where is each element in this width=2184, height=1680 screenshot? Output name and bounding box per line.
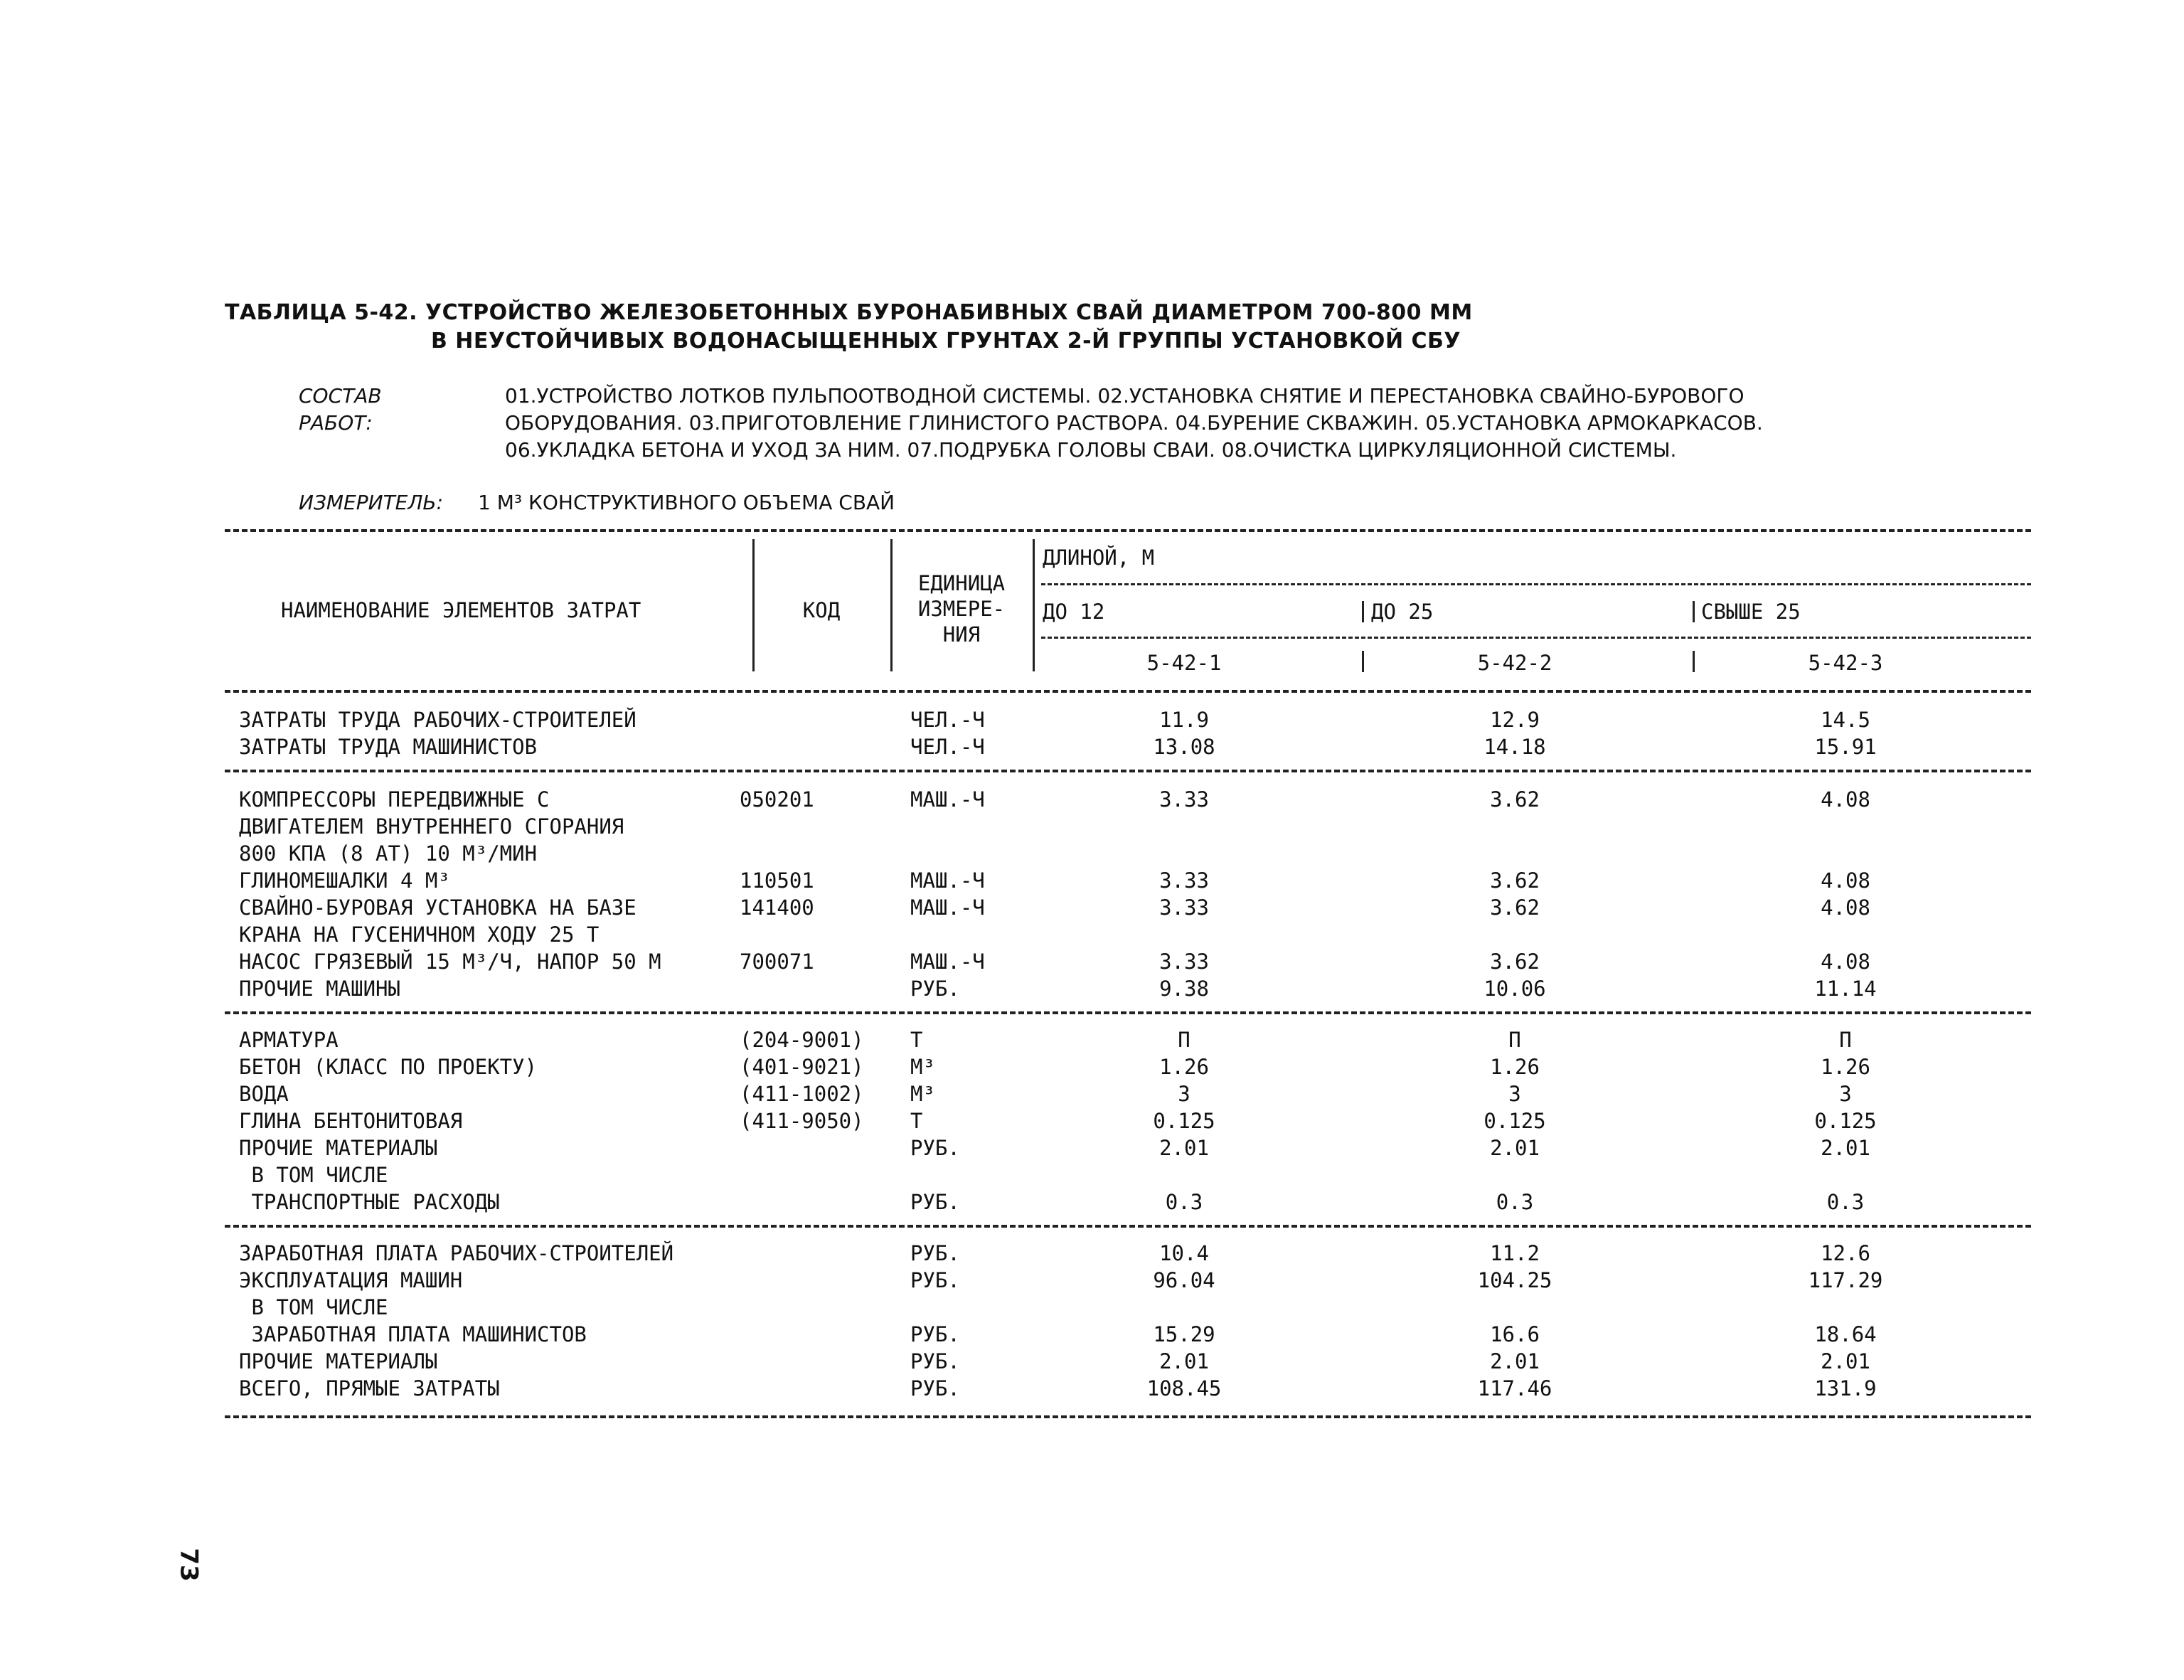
row-name: ЗАРАБОТНАЯ ПЛАТА МАШИНИСТОВ (239, 1322, 587, 1346)
column-divider-values (1033, 539, 1035, 671)
row-name: АРМАТУРА (239, 1028, 339, 1052)
row-value-3: 0.3 (1826, 1190, 1865, 1214)
row-name: НАСОС ГРЯЗЕВЫЙ 15 М³/Ч, НАПОР 50 М (239, 950, 661, 974)
row-value-1: 13.08 (1153, 735, 1215, 759)
row-value-3: 4.08 (1821, 895, 1870, 920)
row-unit: РУБ. (910, 1268, 960, 1292)
row-unit: МАШ.-Ч (910, 895, 985, 920)
row-value-3: 2.01 (1821, 1349, 1870, 1373)
row-name: БЕТОН (КЛАСС ПО ПРОЕКТУ) (239, 1055, 538, 1079)
row-name: В ТОМ ЧИСЛЕ (239, 1163, 388, 1187)
row-name: ГЛИНА БЕНТОНИТОВАЯ (239, 1109, 463, 1133)
row-unit: Т (910, 1028, 923, 1052)
row-name: ВОДА (239, 1082, 289, 1106)
row-value-1: 2.01 (1159, 1136, 1209, 1160)
table-row (0, 1375, 2184, 1402)
header-name: НАИМЕНОВАНИЕ ЭЛЕМЕНТОВ ЗАТРАТ (281, 598, 641, 622)
row-name: ПРОЧИЕ МАТЕРИАЛЫ (239, 1349, 438, 1373)
table-row (0, 1348, 2184, 1375)
row-value-2: 14.18 (1483, 735, 1546, 759)
header-group-1: ДО 12 (1043, 600, 1105, 624)
row-value-1: 3.33 (1159, 895, 1209, 920)
table-row (0, 1134, 2184, 1161)
row-value-1: 15.29 (1153, 1322, 1215, 1346)
row-name: СВАЙНО-БУРОВАЯ УСТАНОВКА НА БАЗЕ (239, 895, 636, 920)
row-code: (411-9050) (740, 1109, 864, 1133)
row-value-2: 3.62 (1490, 868, 1540, 893)
row-unit: РУБ. (910, 1322, 960, 1346)
row-value-3: 4.08 (1821, 787, 1870, 812)
row-value-2: 3.62 (1490, 895, 1540, 920)
header-group-2: ДО 25 (1371, 600, 1434, 624)
work-composition-line-2: ОБОРУДОВАНИЯ. 03.ПРИГОТОВЛЕНИЕ ГЛИНИСТОГО РАСТВОРА. 04.БУРЕНИЕ СКВАЖИН. 05.УСТАНОВКА АРМОКАРКАСОВ. (505, 411, 1763, 435)
row-value-1: 96.04 (1153, 1268, 1215, 1292)
table-row (0, 975, 2184, 1002)
table-row (0, 786, 2184, 813)
row-value-3: 15.91 (1814, 735, 1877, 759)
section-rule (225, 770, 2031, 772)
row-value-3: 3 (1839, 1082, 1852, 1106)
table-row (0, 1161, 2184, 1189)
table-row (0, 1240, 2184, 1267)
table-row (0, 921, 2184, 948)
row-value-1: 108.45 (1146, 1376, 1222, 1400)
table-row (0, 1294, 2184, 1321)
row-name: КРАНА НА ГУСЕНИЧНОМ ХОДУ 25 Т (239, 923, 600, 947)
table-row (0, 1080, 2184, 1107)
row-unit: МАШ.-Ч (910, 868, 985, 893)
row-value-1: 3.33 (1159, 950, 1209, 974)
header-code-2: 5-42-2 (1477, 651, 1552, 675)
row-name: В ТОМ ЧИСЛЕ (239, 1295, 388, 1319)
row-unit: М³ (910, 1055, 935, 1079)
row-name: ЗАТРАТЫ ТРУДА РАБОЧИХ-СТРОИТЕЛЕЙ (239, 708, 636, 732)
row-unit: РУБ. (910, 1241, 960, 1265)
header-code: КОД (802, 598, 841, 622)
column-divider-code (752, 539, 755, 671)
table-row (0, 948, 2184, 975)
row-value-2: 3 (1508, 1082, 1521, 1106)
row-name: ПРОЧИЕ МАШИНЫ (239, 977, 400, 1001)
header-code-1: 5-42-1 (1146, 651, 1222, 675)
row-value-1: 0.3 (1165, 1190, 1203, 1214)
row-code: 050201 (740, 787, 814, 812)
section-rule (225, 1225, 2031, 1228)
row-code: (411-1002) (740, 1082, 864, 1106)
row-value-3: 18.64 (1814, 1322, 1877, 1346)
work-composition-line-3: 06.УКЛАДКА БЕТОНА И УХОД ЗА НИМ. 07.ПОДРУБКА ГОЛОВЫ СВАИ. 08.ОЧИСТКА ЦИРКУЛЯЦИОННОЙ СИСТЕМЫ. (505, 438, 1677, 462)
row-value-2: 1.26 (1490, 1055, 1540, 1079)
row-value-2: 104.25 (1477, 1268, 1552, 1292)
row-value-2: 0.125 (1483, 1109, 1546, 1133)
row-value-1: 2.01 (1159, 1349, 1209, 1373)
measure-label: ИЗМЕРИТЕЛЬ: (299, 491, 444, 514)
row-unit: РУБ. (910, 1349, 960, 1373)
row-value-2: 3.62 (1490, 787, 1540, 812)
row-code: (401-9021) (740, 1055, 864, 1079)
row-value-2: 117.46 (1477, 1376, 1552, 1400)
row-value-2: 2.01 (1490, 1349, 1540, 1373)
column-divider-c2 (1362, 651, 1364, 672)
row-name: 800 КПА (8 АТ) 10 М³/МИН (239, 841, 538, 866)
row-value-1: 3.33 (1159, 868, 1209, 893)
table-row (0, 706, 2184, 733)
row-value-1: 3.33 (1159, 787, 1209, 812)
row-value-3: 2.01 (1821, 1136, 1870, 1160)
row-unit: РУБ. (910, 1136, 960, 1160)
table-row (0, 1053, 2184, 1080)
title-line-2: В НЕУСТОЙЧИВЫХ ВОДОНАСЫЩЕННЫХ ГРУНТАХ 2-Й ГРУППЫ УСТАНОВКОЙ СБУ (431, 329, 1461, 353)
page-number: 73 (174, 1548, 203, 1582)
row-value-3: 1.26 (1821, 1055, 1870, 1079)
work-composition-label: СОСТАВ РАБОТ: (299, 384, 382, 435)
row-value-3: П (1839, 1028, 1852, 1052)
row-unit: РУБ. (910, 1376, 960, 1400)
row-name: КОМПРЕССОРЫ ПЕРЕДВИЖНЫЕ С (239, 787, 550, 812)
header-group-3: СВЫШЕ 25 (1701, 600, 1801, 624)
column-divider-g3 (1693, 601, 1695, 622)
row-value-3: 4.08 (1821, 950, 1870, 974)
row-value-3: 12.6 (1821, 1241, 1870, 1265)
header-rule-1 (1041, 583, 2031, 585)
row-name: ЭКСПЛУАТАЦИЯ МАШИН (239, 1268, 463, 1292)
header-unit-3: НИЯ (942, 622, 981, 647)
row-value-2: 3.62 (1490, 950, 1540, 974)
table-row (0, 867, 2184, 894)
row-name: ДВИГАТЕЛЕМ ВНУТРЕННЕГО СГОРАНИЯ (239, 814, 624, 839)
row-value-3: 117.29 (1808, 1268, 1883, 1292)
table-top-rule (225, 529, 2031, 532)
table-row (0, 1189, 2184, 1216)
table-row (0, 1026, 2184, 1053)
row-code: 141400 (740, 895, 814, 920)
measure-value: 1 М³ КОНСТРУКТИВНОГО ОБЪЕМА СВАЙ (477, 491, 895, 514)
row-name: ГЛИНОМЕШАЛКИ 4 М³ (239, 868, 450, 893)
column-divider-g2 (1362, 601, 1364, 622)
row-value-1: 0.125 (1153, 1109, 1215, 1133)
table-row (0, 733, 2184, 760)
row-value-1: 3 (1178, 1082, 1190, 1106)
table-row (0, 813, 2184, 840)
column-divider-c3 (1693, 651, 1695, 672)
row-value-2: 12.9 (1490, 708, 1540, 732)
row-code: 110501 (740, 868, 814, 893)
header-length: ДЛИНОЙ, М (1043, 546, 1155, 570)
row-value-2: П (1508, 1028, 1521, 1052)
row-value-1: 11.9 (1159, 708, 1209, 732)
header-unit-1: ЕДИНИЦА (917, 571, 1006, 595)
row-name: ПРОЧИЕ МАТЕРИАЛЫ (239, 1136, 438, 1160)
row-unit: ЧЕЛ.-Ч (910, 708, 985, 732)
table-row (0, 1321, 2184, 1348)
row-value-2: 10.06 (1483, 977, 1546, 1001)
row-value-2: 2.01 (1490, 1136, 1540, 1160)
row-value-2: 16.6 (1490, 1322, 1540, 1346)
table-row (0, 1107, 2184, 1134)
row-name: ЗАТРАТЫ ТРУДА МАШИНИСТОВ (239, 735, 538, 759)
measure-unit (299, 489, 895, 516)
row-value-1: 1.26 (1159, 1055, 1209, 1079)
row-name: ТРАНСПОРТНЫЕ РАСХОДЫ (239, 1190, 500, 1214)
row-value-2: 11.2 (1490, 1241, 1540, 1265)
table-bottom-rule (225, 1415, 2031, 1418)
table-title (225, 299, 1473, 356)
table-row (0, 840, 2184, 867)
row-value-3: 131.9 (1814, 1376, 1877, 1400)
row-value-3: 0.125 (1814, 1109, 1877, 1133)
row-code: 700071 (740, 950, 814, 974)
row-value-2: 0.3 (1496, 1190, 1534, 1214)
row-unit: МАШ.-Ч (910, 787, 985, 812)
header-unit-2: ИЗМЕРЕ- (917, 597, 1006, 621)
table-row (0, 1267, 2184, 1294)
row-value-1: 9.38 (1159, 977, 1209, 1001)
header-code-3: 5-42-3 (1808, 651, 1883, 675)
row-value-3: 14.5 (1821, 708, 1870, 732)
section-rule (225, 1011, 2031, 1014)
row-code: (204-9001) (740, 1028, 864, 1052)
table-row (0, 894, 2184, 921)
row-unit: ЧЕЛ.-Ч (910, 735, 985, 759)
row-unit: Т (910, 1109, 923, 1133)
column-divider-unit (890, 539, 893, 671)
row-unit: МАШ.-Ч (910, 950, 985, 974)
row-value-3: 4.08 (1821, 868, 1870, 893)
work-composition-line-1: 01.УСТРОЙСТВО ЛОТКОВ ПУЛЬПООТВОДНОЙ СИСТЕМЫ. 02.УСТАНОВКА СНЯТИЕ И ПЕРЕСТАНОВКА СВАЙНО-БУРОВОГО (505, 384, 1744, 408)
row-value-3: 11.14 (1814, 977, 1877, 1001)
row-name: ВСЕГО, ПРЯМЫЕ ЗАТРАТЫ (239, 1376, 500, 1400)
row-value-1: П (1178, 1028, 1190, 1052)
row-name: ЗАРАБОТНАЯ ПЛАТА РАБОЧИХ-СТРОИТЕЛЕЙ (239, 1241, 674, 1265)
header-rule-2 (1041, 637, 2031, 639)
header-bottom-rule (225, 690, 2031, 693)
row-unit: М³ (910, 1082, 935, 1106)
row-unit: РУБ. (910, 977, 960, 1001)
row-value-1: 10.4 (1159, 1241, 1209, 1265)
title-line-1: ТАБЛИЦА 5-42. УСТРОЙСТВО ЖЕЛЕЗОБЕТОННЫХ БУРОНАБИВНЫХ СВАЙ ДИАМЕТРОМ 700-800 ММ (225, 300, 1473, 325)
row-unit: РУБ. (910, 1190, 960, 1214)
